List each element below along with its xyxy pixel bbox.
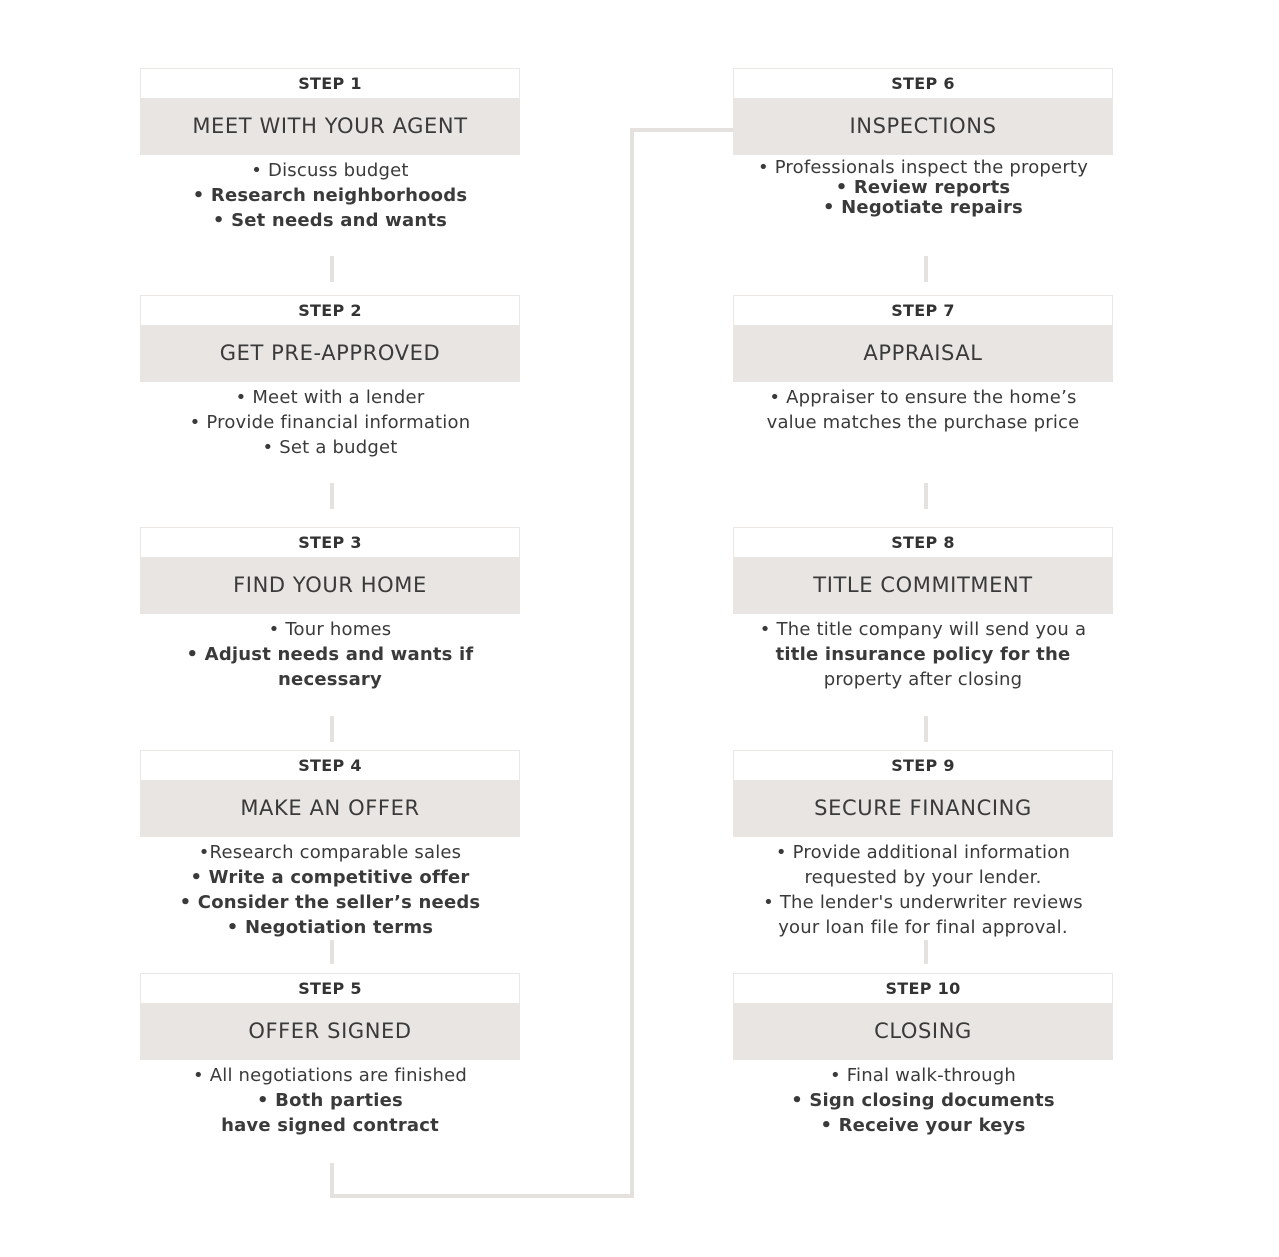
step-details bbox=[140, 382, 520, 460]
step-detail-line: title insurance policy for the bbox=[775, 644, 1071, 665]
step-title: TITLE COMMITMENT bbox=[733, 557, 1113, 614]
step-number: STEP 9 bbox=[733, 750, 1113, 780]
step-detail-line: • Discuss budget bbox=[251, 160, 409, 181]
step-detail-line: • Set a budget bbox=[262, 437, 398, 458]
step-title: MAKE AN OFFER bbox=[140, 780, 520, 837]
step-details bbox=[140, 155, 520, 233]
step-detail-line: • Professionals inspect the property bbox=[757, 157, 1089, 178]
step-number: STEP 4 bbox=[140, 750, 520, 780]
step-title: INSPECTIONS bbox=[733, 98, 1113, 155]
step-title: OFFER SIGNED bbox=[140, 1003, 520, 1060]
step-details bbox=[733, 155, 1113, 218]
step-detail-line: • Research neighborhoods bbox=[192, 185, 468, 206]
step-detail-line: • Consider the seller’s needs bbox=[179, 892, 481, 913]
step-detail-line: • Final walk-through bbox=[830, 1065, 1016, 1086]
step-detail-line: • Provide additional information bbox=[775, 842, 1071, 863]
step-card-6 bbox=[733, 68, 1113, 218]
step-card-9 bbox=[733, 750, 1113, 940]
step-detail-line: value matches the purchase price bbox=[766, 412, 1080, 433]
step-details bbox=[140, 837, 520, 940]
step-detail-line: your loan file for final approval. bbox=[778, 917, 1068, 938]
step-detail-line: • Review reports bbox=[835, 177, 1011, 198]
step-details bbox=[140, 1060, 520, 1138]
step-card-2 bbox=[140, 295, 520, 460]
step-number: STEP 2 bbox=[140, 295, 520, 325]
step-detail-line: • Meet with a lender bbox=[235, 387, 425, 408]
step-number: STEP 7 bbox=[733, 295, 1113, 325]
step-number: STEP 3 bbox=[140, 527, 520, 557]
step-detail-line: • Appraiser to ensure the home’s bbox=[769, 387, 1077, 408]
step-card-4 bbox=[140, 750, 520, 940]
step-details bbox=[733, 382, 1113, 435]
step-detail-line: • Receive your keys bbox=[820, 1115, 1026, 1136]
step-details bbox=[733, 614, 1113, 692]
step-details bbox=[140, 614, 520, 692]
step-card-1 bbox=[140, 68, 520, 233]
step-card-3 bbox=[140, 527, 520, 692]
step-detail-line: • The title company will send you a bbox=[759, 619, 1087, 640]
step-number: STEP 8 bbox=[733, 527, 1113, 557]
step-detail-line: • Write a competitive offer bbox=[190, 867, 470, 888]
step-detail-line: • Set needs and wants bbox=[212, 210, 448, 231]
step-card-7 bbox=[733, 295, 1113, 435]
step-number: STEP 6 bbox=[733, 68, 1113, 98]
step-number: STEP 5 bbox=[140, 973, 520, 1003]
step-number: STEP 10 bbox=[733, 973, 1113, 1003]
step-number: STEP 1 bbox=[140, 68, 520, 98]
step-card-8 bbox=[733, 527, 1113, 692]
step-detail-line: • Adjust needs and wants if bbox=[186, 644, 474, 665]
step-card-10 bbox=[733, 973, 1113, 1138]
step-title: APPRAISAL bbox=[733, 325, 1113, 382]
step-title: MEET WITH YOUR AGENT bbox=[140, 98, 520, 155]
step-title: FIND YOUR HOME bbox=[140, 557, 520, 614]
step-detail-line: • The lender's underwriter reviews bbox=[763, 892, 1083, 913]
step-title: CLOSING bbox=[733, 1003, 1113, 1060]
step-detail-line: • Provide financial information bbox=[189, 412, 471, 433]
step-detail-line: • Negotiation terms bbox=[226, 917, 434, 938]
step-title: GET PRE-APPROVED bbox=[140, 325, 520, 382]
step-detail-line: requested by your lender. bbox=[804, 867, 1042, 888]
step-detail-line: • All negotiations are finished bbox=[192, 1065, 468, 1086]
step-detail-line: property after closing bbox=[823, 669, 1023, 690]
step-detail-line: • Sign closing documents bbox=[791, 1090, 1055, 1111]
step-detail-line: •Research comparable sales bbox=[198, 842, 462, 863]
step-detail-line: • Tour homes bbox=[268, 619, 392, 640]
step-detail-line: necessary bbox=[278, 669, 382, 690]
step-title: SECURE FINANCING bbox=[733, 780, 1113, 837]
step-details bbox=[733, 1060, 1113, 1138]
step-card-5 bbox=[140, 973, 520, 1138]
step-detail-line: • Negotiate repairs bbox=[823, 197, 1023, 218]
step-detail-line: have signed contract bbox=[221, 1115, 439, 1136]
step-details bbox=[733, 837, 1113, 940]
step-detail-line: • Both parties bbox=[257, 1090, 403, 1111]
